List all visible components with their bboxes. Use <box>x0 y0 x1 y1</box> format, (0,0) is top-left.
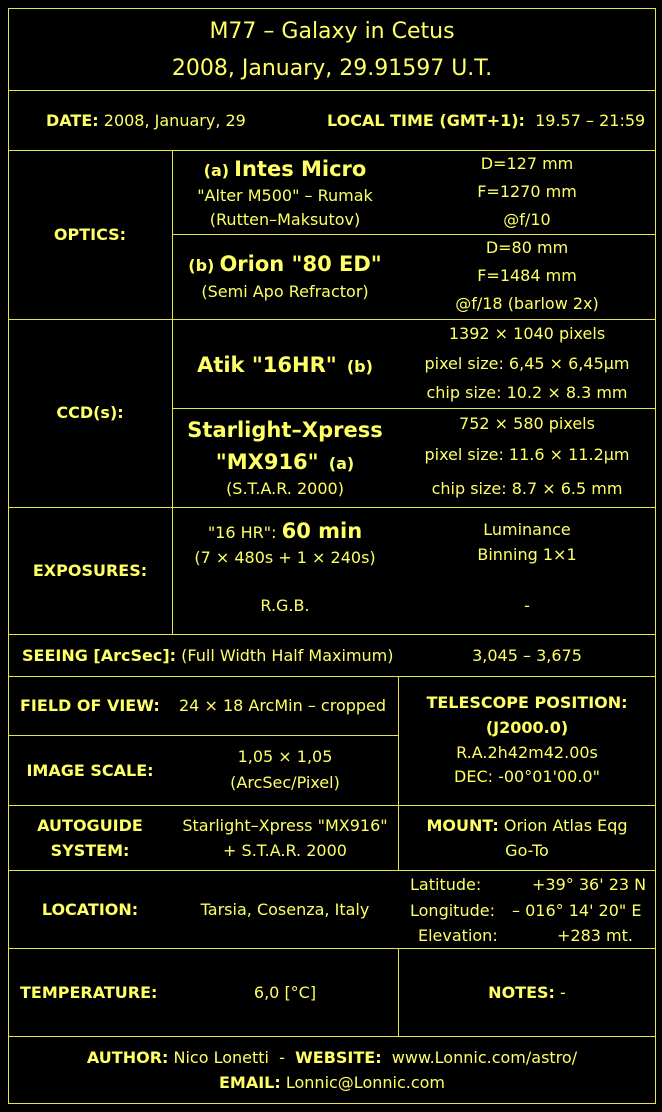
optics-b-ratio: @f/18 (barlow 2x) <box>455 294 599 313</box>
author-label: AUTHOR: <box>86 1048 169 1067</box>
optics-a-focal: F=1270 mm <box>477 182 577 201</box>
seeing-label: SEEING [ArcSec]: <box>22 646 177 665</box>
fov-value: 24 × 18 ArcMin – cropped <box>179 696 387 715</box>
optics-a-tag: (a) <box>203 161 230 180</box>
ccd-atik-tag: (b) <box>346 357 373 376</box>
optics-b-diameter: D=80 mm <box>485 238 569 257</box>
seeing-row <box>22 646 398 666</box>
ccd-atik-name <box>172 352 398 380</box>
optics-b-title: Orion "80 ED" <box>219 252 382 276</box>
divider <box>8 948 656 949</box>
latitude-value: +39° 36' 23 N <box>532 875 647 894</box>
ccd-starlight-chip-size: chip size: 8.7 × 6.5 mm <box>431 479 623 498</box>
footer-separator: - <box>279 1048 285 1067</box>
notes-value: - <box>560 983 566 1002</box>
autoguide-label: AUTOGUIDE <box>37 816 143 835</box>
ccd-label: CCD(s): <box>56 403 124 422</box>
divider <box>8 634 656 635</box>
ccd-starlight-name: Starlight–Xpress <box>187 418 383 442</box>
mount-row <box>398 816 656 836</box>
autoguide-value: Starlight–Xpress "MX916" <box>182 816 388 835</box>
optics-a-model: "Alter M500" – Rumak <box>197 186 373 205</box>
ccd-starlight-tag: (a) <box>328 454 355 473</box>
optics-a-diameter: D=127 mm <box>480 154 574 173</box>
mount-value: Orion Atlas Eqg <box>503 816 628 835</box>
optics-b-focal: F=1484 mm <box>477 266 577 285</box>
ccd-atik-resolution: 1392 × 1040 pixels <box>448 324 606 343</box>
optics-b-name <box>172 251 398 279</box>
elevation-value: +283 mt. <box>557 926 633 945</box>
scale-value: 1,05 × 1,05 <box>237 747 333 766</box>
page-title: M77 – Galaxy in Cetus <box>209 19 455 44</box>
location-value: Tarsia, Cosenza, Italy <box>200 900 370 919</box>
divider <box>8 676 656 677</box>
date-label: DATE: <box>46 111 99 130</box>
autoguide-label-2: SYSTEM: <box>50 841 130 860</box>
elevation-label: Elevation: <box>418 926 498 945</box>
exposure-camera: "16 HR": <box>207 523 277 542</box>
position-label: TELESCOPE POSITION: <box>426 693 628 712</box>
exposure-rgb-value: - <box>524 596 530 615</box>
seeing-value: 3,045 – 3,675 <box>472 646 582 665</box>
scale-unit: (ArcSec/Pixel) <box>230 773 340 792</box>
ccd-starlight-pixel-size: pixel size: 11.6 × 11.2µm <box>424 445 630 464</box>
divider <box>8 319 656 320</box>
ccd-atik-chip-size: chip size: 10.2 × 8.3 mm <box>426 383 628 402</box>
temperature-label: TEMPERATURE: <box>20 983 158 1002</box>
seeing-description: (Full Width Half Maximum) <box>181 646 394 665</box>
local-time-label: LOCAL TIME (GMT+1): <box>327 111 525 130</box>
divider <box>8 805 656 806</box>
position-dec: DEC: -00°01'00.0" <box>454 767 600 786</box>
notes-row <box>398 983 656 1003</box>
border-top <box>8 8 656 9</box>
divider <box>8 1036 656 1037</box>
ccd-starlight-model-name: "MX916" <box>215 450 319 474</box>
divider <box>172 234 656 235</box>
website-link[interactable]: www.Lonnic.com/astro/ <box>391 1048 578 1067</box>
optics-label: OPTICS: <box>53 225 127 244</box>
mount-goto: Go-To <box>505 841 549 860</box>
website-label: WEBSITE: <box>295 1048 382 1067</box>
exposure-luminance <box>172 518 398 546</box>
longitude-value: – 016° 14' 20" E <box>512 901 642 920</box>
divider <box>8 150 656 151</box>
divider <box>8 507 656 508</box>
exposure-detail: (7 × 480s + 1 × 240s) <box>194 548 376 567</box>
border-bottom <box>8 1103 656 1104</box>
optics-a-type: (Rutten–Maksutov) <box>209 210 361 229</box>
divider <box>8 90 656 91</box>
local-time-row <box>327 111 645 131</box>
latitude-label: Latitude: <box>410 875 482 894</box>
date-value: 2008, January, 29 <box>103 111 246 130</box>
ccd-starlight-sub: (S.T.A.R. 2000) <box>226 479 344 498</box>
exposure-time: 60 min <box>281 519 363 543</box>
footer-author-row <box>8 1048 656 1068</box>
ccd-starlight-resolution: 752 × 580 pixels <box>459 414 595 433</box>
optics-a-title: Intes Micro <box>234 157 367 181</box>
temperature-value: 6,0 [°C] <box>253 983 317 1002</box>
divider <box>8 735 398 736</box>
email-label: EMAIL: <box>218 1073 281 1092</box>
autoguide-value-2: + S.T.A.R. 2000 <box>223 841 347 860</box>
optics-b-tag: (b) <box>188 256 215 275</box>
ccd-atik-title: Atik "16HR" <box>197 353 337 377</box>
ccd-starlight-model <box>172 449 398 477</box>
mount-label: MOUNT: <box>426 816 499 835</box>
email-link[interactable]: Lonnic@Lonnic.com <box>285 1073 446 1092</box>
optics-a-name <box>172 156 398 184</box>
optics-a-ratio: @f/10 <box>503 210 551 229</box>
divider <box>8 870 656 871</box>
date-row <box>46 111 246 131</box>
local-time-value: 19.57 – 21:59 <box>535 111 646 130</box>
author-name: Nico Lonetti <box>173 1048 269 1067</box>
exposure-binning: Binning 1×1 <box>477 545 577 564</box>
exposures-label: EXPOSURES: <box>32 561 148 580</box>
exposure-luminance-type: Luminance <box>483 520 571 539</box>
location-label: LOCATION: <box>41 900 139 919</box>
notes-label: NOTES: <box>488 983 555 1002</box>
divider <box>172 408 656 409</box>
longitude-label: Longitude: <box>410 901 495 920</box>
fov-label: FIELD OF VIEW: <box>20 696 160 715</box>
border-left <box>8 8 9 1104</box>
exposure-rgb: R.G.B. <box>260 596 310 615</box>
page-subtitle: 2008, January, 29.91597 U.T. <box>171 56 493 81</box>
position-epoch: (J2000.0) <box>485 718 569 737</box>
position-ra: R.A.2h42m42.00s <box>456 743 598 762</box>
footer-email-row <box>8 1073 656 1093</box>
scale-label: IMAGE SCALE: <box>26 761 154 780</box>
optics-b-type: (Semi Apo Refractor) <box>201 282 369 301</box>
ccd-atik-pixel-size: pixel size: 6,45 × 6,45µm <box>424 354 630 373</box>
